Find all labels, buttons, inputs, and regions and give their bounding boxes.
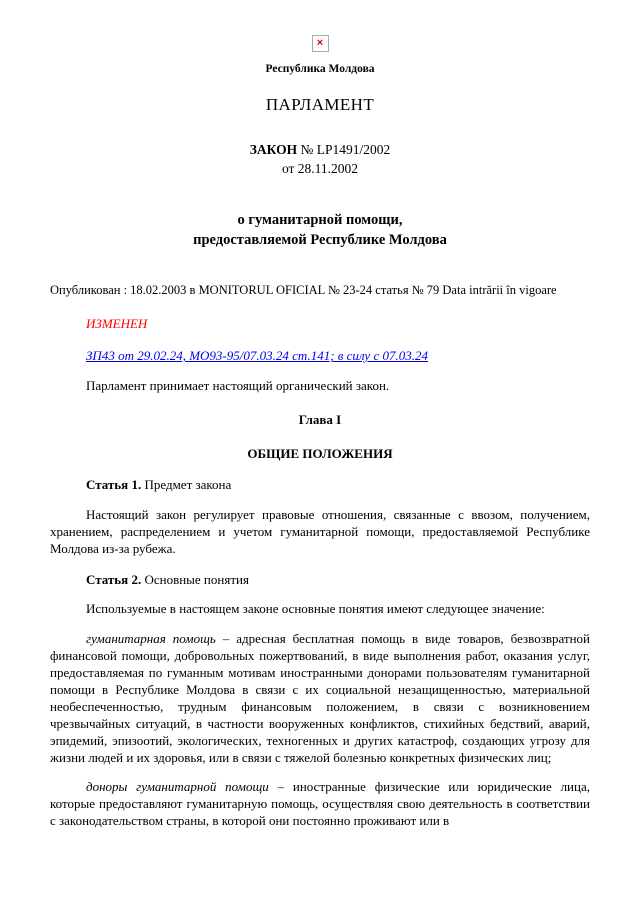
amendment-link-line [86, 348, 590, 365]
document-title-line1: о гуманитарной помощи, [237, 211, 403, 228]
country-name: Республика Молдова [265, 62, 375, 75]
definition-term-donors: доноры гуманитарной помощи [86, 779, 269, 795]
definition-humanitarian-aid [50, 631, 590, 766]
article-2-heading [50, 572, 590, 589]
institution-name: ПАРЛАМЕНТ [265, 95, 375, 115]
intro-paragraph: Парламент принимает настоящий органический закон. [86, 378, 390, 394]
amendment-status: ИЗМЕНЕН [86, 316, 148, 332]
amendment-link[interactable]: ЗП43 от 29.02.24, МО93-95/07.03.24 ст.141; в силу с 07.03.24 [86, 348, 428, 364]
article-1-heading [50, 477, 590, 494]
article-2-intro: Используемые в настоящем законе основные понятия имеют следующее значение: [86, 601, 545, 617]
broken-image-icon [312, 35, 329, 52]
article-1-label: Статья 1. [86, 476, 142, 492]
chapter-heading: Глава I [298, 412, 342, 428]
chapter-title-heading: ОБЩИЕ ПОЛОЖЕНИЯ [247, 446, 393, 462]
law-label: ЗАКОН [249, 141, 298, 157]
article-1-title: Предмет закона [144, 476, 232, 492]
law-number: № LP1491/2002 [300, 141, 391, 157]
document-title [50, 210, 590, 251]
definition-text-humanitarian-aid: – адресная бесплатная помощь в виде товаров, безвозвратной финансовой помощи, добровольных пожертвований, в виде выполнения работ, оказания услуг, предоставляемая по гуманным мотивам иностранными донорами пользователям гуманитарной помощи в Республике Молдова в связи с их социальной незащищенностью, материальной необеспеченностью, трудным финансовым положением, в связи с возникновением чрезвычайных ситуаций, в частности вооруженных конфликтов, стихийных бедствий, аварий, эпидемий, эпизоотий, экологических, техногенных и других катастроф, создающих угрозу для жизни людей и их здоровья, или в связи с тяжелой болезнью конкретных физических лиц; [50, 631, 590, 765]
definition-text-donors: – иностранные физические или юридические лица, которые предоставляют гуманитарную помощь, осуществляя свою деятельность в соответствии с законодательством страны, в которой они постоянно проживают или в [50, 779, 590, 829]
document-title-line2: предоставляемой Республике Молдова [193, 231, 447, 248]
publication-line: Опубликован : 18.02.2003 в MONITORUL OFICIAL № 23-24 статья № 79 Data intrării în vigoare [50, 283, 557, 298]
law-date: от 28.11.2002 [281, 161, 359, 177]
definition-term-humanitarian-aid: гуманитарная помощь [86, 631, 216, 647]
article-1-text: Настоящий закон регулирует правовые отношения, связанные с ввозом, получением, хранением, распределением и учетом гуманитарной помощи, предоставляемой Республике Молдова из-за рубежа. [50, 506, 590, 556]
broken-image-x-glyph: × [316, 36, 324, 49]
document-header [50, 34, 590, 250]
law-number-line [50, 141, 590, 159]
article-2-label: Статья 2. [86, 571, 142, 587]
definition-donors [50, 779, 590, 830]
article-2-title: Основные понятия [144, 571, 249, 587]
